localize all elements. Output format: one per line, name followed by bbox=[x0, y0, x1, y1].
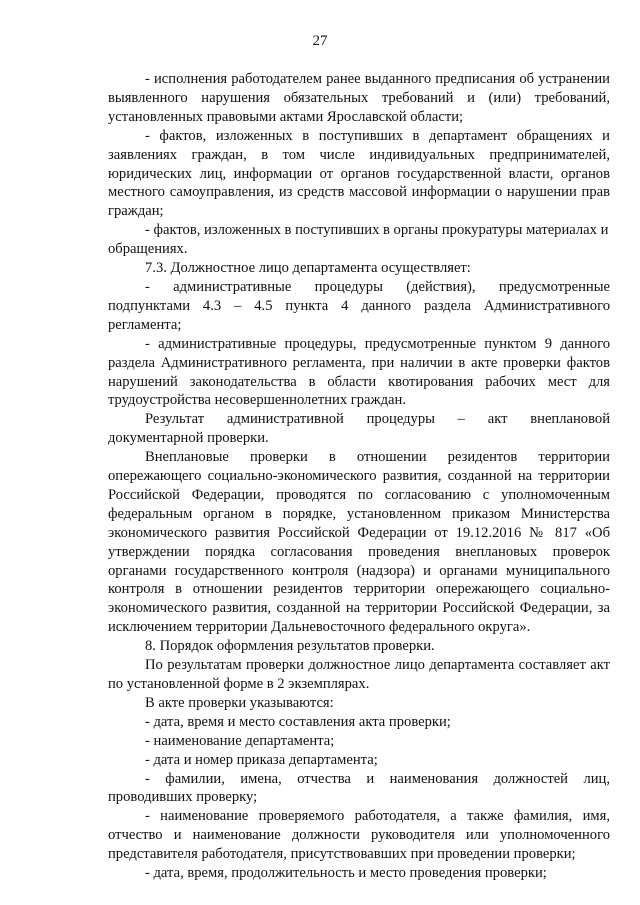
paragraph: Результат административной процедуры – акт внеплановой документарной проверки. bbox=[108, 411, 610, 447]
paragraph: Внеплановые проверки в отношении резидентов территории опережающего социально-экономического развития, созданной на территории Российской Федерации, проводятся по согласованию с уполномоченным федеральным органом в порядке, установленном приказом Министерства экономического развития Российской Федерации от 19.12.2016 № 817 «Об утверждении порядка согласования проведения внеплановых проверок органами государственного контроля (надзора) и органами муниципального контроля в отношении резидентов территории опережающего социально-экономического развития, созданной на территории Российской Федерации, за исключением территории Дальневосточного федерального округа». bbox=[108, 449, 610, 636]
list-item: - наименование департамента; bbox=[145, 732, 335, 749]
list-item: - фамилии, имена, отчества и наименования должностей лиц, проводивших проверку; bbox=[108, 770, 610, 806]
paragraph: В акте проверки указываются: bbox=[145, 694, 334, 711]
list-item: - дата и номер приказа департамента; bbox=[145, 751, 378, 768]
paragraph: - административные процедуры, предусмотренные пунктом 9 данного раздела Административного регламента, при наличии в акте проверки фактов нарушений законодательства в области квотирования рабочих мест для трудоустройства несовершеннолетних граждан. bbox=[108, 335, 610, 409]
section-heading: 7.3. Должностное лицо департамента осуществляет: bbox=[145, 260, 471, 277]
paragraph: - фактов, изложенных в поступивших в департамент обращениях и заявлениях граждан, в том числе индивидуальных предпринимателей, юридических лиц, информации от органов государственной власти, органов местного самоуправления, из средств массовой информации о нарушении прав граждан; bbox=[108, 127, 610, 220]
paragraph: - исполнения работодателем ранее выданного предписания об устранении выявленного нарушения обязательных требований и (или) требований, установленных правовыми актами Ярославской области; bbox=[108, 71, 610, 125]
page-number: 27 bbox=[312, 33, 328, 49]
paragraph: По результатам проверки должностное лицо департамента составляет акт по установленной форме в 2 экземплярах. bbox=[108, 657, 610, 692]
list-item: - дата, время и место составления акта проверки; bbox=[145, 713, 451, 730]
document-body bbox=[108, 70, 610, 883]
list-item: - дата, время, продолжительность и место проведения проверки; bbox=[145, 865, 547, 882]
section-heading: 8. Порядок оформления результатов проверки. bbox=[145, 638, 435, 655]
paragraph: - фактов, изложенных в поступивших в органы прокуратуры материалах и обращениях. bbox=[108, 222, 609, 258]
paragraph: - административные процедуры (действия), предусмотренные подпунктами 4.3 – 4.5 пункта 4 данного раздела Административного регламента; bbox=[108, 278, 610, 333]
list-item: - наименование проверяемого работодателя, а также фамилия, имя, отчество и наименование должности руководителя или уполномоченного представителя работодателя, присутствовавших при проведении проверки; bbox=[108, 808, 610, 863]
